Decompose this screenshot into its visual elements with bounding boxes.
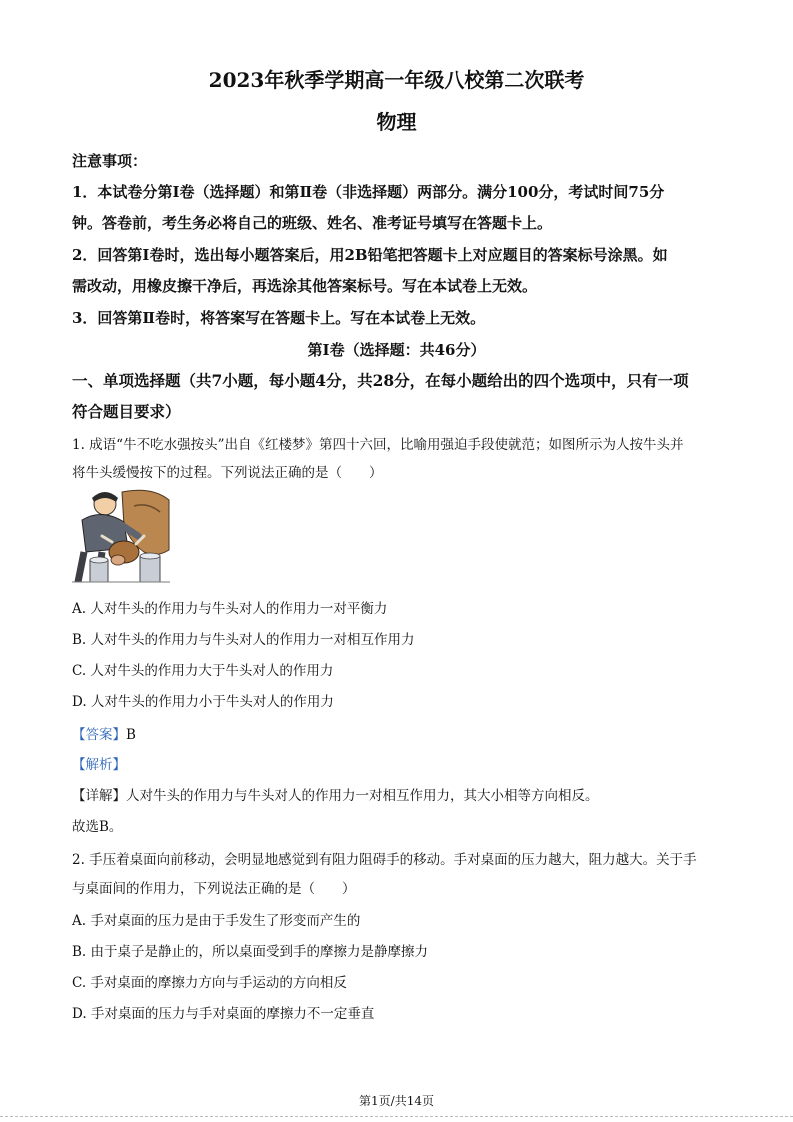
q1-figure-person-pressing-cow-head: [72, 486, 170, 586]
q1-option-d: D. 人对牛头的作用力小于牛头对人的作用力: [72, 694, 334, 710]
q2-stem: 与桌面间的作用力，下列说法正确的是（ ）: [72, 881, 356, 897]
section-title: 第Ⅰ卷（选择题：共46分）: [307, 341, 486, 359]
page-number: 第1页/共14页: [359, 1094, 434, 1108]
note-line: 3．回答第Ⅱ卷时，将答案写在答题卡上。写在本试卷上无效。: [72, 309, 486, 327]
q1-detail-line: [72, 784, 599, 804]
q2-option-b: B. 由于桌子是静止的，所以桌面受到手的摩擦力是静摩擦力: [72, 944, 429, 960]
q2-stem: 2. 手压着桌面向前移动，会明显地感觉到有阻力阻碍手的移动。手对桌面的压力越大，阻力越大。关于手: [72, 852, 697, 868]
q1-conclusion: 故选B。: [72, 819, 123, 835]
q1-option-b: B. 人对牛头的作用力与牛头对人的作用力一对相互作用力: [72, 632, 415, 648]
q1-option-a: A. 人对牛头的作用力与牛头对人的作用力一对平衡力: [72, 601, 388, 617]
q1-stem: 将牛头缓慢按下的过程。下列说法正确的是（ ）: [72, 465, 383, 481]
q1-detail: 人对牛头的作用力与牛头对人的作用力一对相互作用力，其大小相等方向相反。: [126, 788, 599, 804]
notes-heading: 注意事项：: [72, 152, 148, 170]
q2-option-d: D. 手对桌面的压力与手对桌面的摩擦力不一定垂直: [72, 1006, 375, 1022]
q1-stem: 1. 成语“牛不吃水强按头”出自《红楼梦》第四十六回，比喻用强迫手段使就范；如图所示为人按牛头并: [72, 437, 684, 453]
note-line: 需改动，用橡皮擦干净后，再选涂其他答案标号。写在本试卷上无效。: [72, 277, 538, 295]
note-line: 1．本试卷分第Ⅰ卷（选择题）和第Ⅱ卷（非选择题）两部分。满分100分，考试时间75分: [72, 183, 665, 201]
q2-option-c: C. 手对桌面的摩擦力方向与手运动的方向相反: [72, 975, 347, 991]
detail-tag: 【详解】: [72, 788, 126, 804]
analysis-tag: 【解析】: [72, 757, 126, 773]
note-line: 钟。答卷前，考生务必将自己的班级、姓名、准考证号填写在答题卡上。: [72, 214, 553, 232]
q2-option-a: A. 手对桌面的压力是由于手发生了形变而产生的: [72, 913, 361, 929]
q1-option-c: C. 人对牛头的作用力大于牛头对人的作用力: [72, 663, 334, 679]
note-line: 2．回答第Ⅰ卷时，选出每小题答案后，用2B铅笔把答题卡上对应题目的答案标号涂黑。如: [72, 246, 668, 264]
answer-tag: 【答案】: [72, 727, 126, 743]
q1-answer-line: [72, 723, 136, 743]
part-heading: 一、单项选择题（共7小题，每小题4分，共28分，在每小题给出的四个选项中，只有一项: [72, 371, 689, 390]
q1-answer: B: [126, 727, 136, 743]
page-bottom-divider: [0, 1116, 793, 1117]
exam-title: 2023年秋季学期高一年级八校第二次联考: [208, 68, 585, 92]
subject-title: 物理: [376, 110, 417, 134]
part-heading: 符合题目要求）: [72, 402, 181, 421]
